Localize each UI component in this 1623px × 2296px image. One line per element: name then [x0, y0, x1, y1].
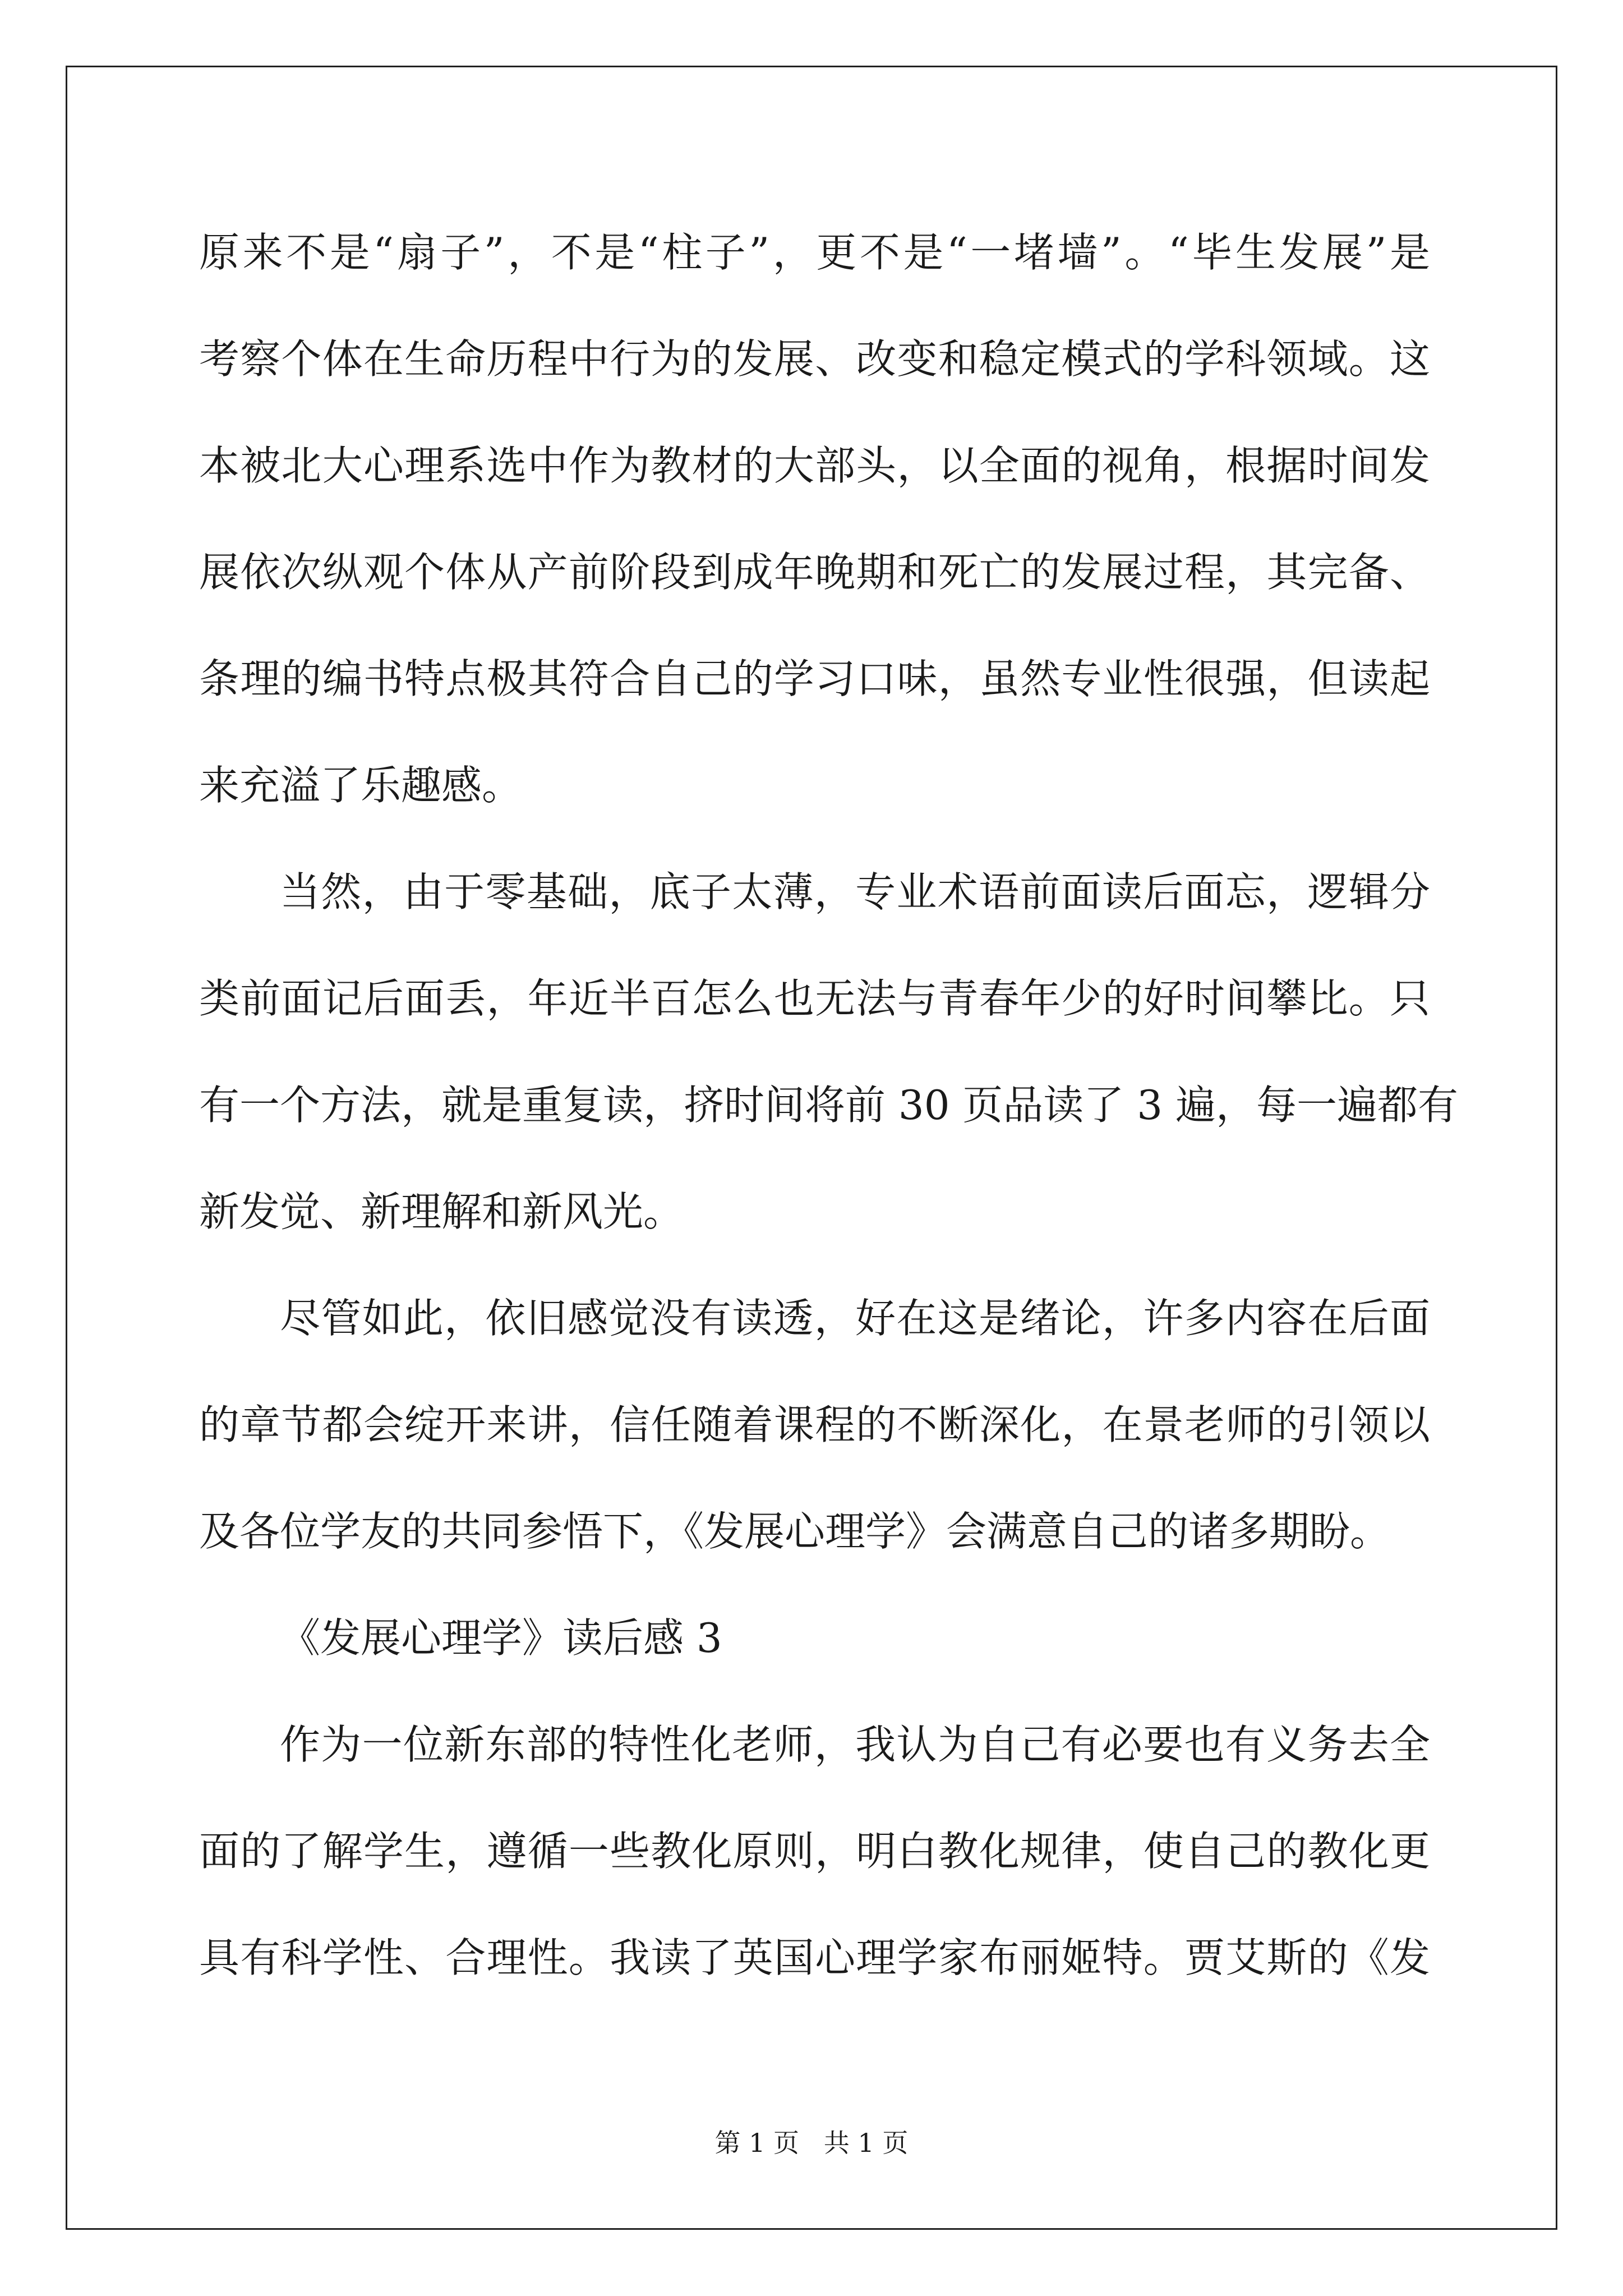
text-line-8: 类前面记后面丢，年近半百怎么也无法与青春年少的好时间攀比。只	[199, 975, 1430, 1022]
text-line-9: 有一个方法，就是重复读，挤时间将前 30 页品读了 3 遍，每一遍都有	[199, 1082, 1458, 1129]
text-line-13: 及各位学友的共同参悟下，《发展心理学》会满意自己的诸多期盼。	[199, 1508, 1391, 1555]
text-line-2: 考察个体在生命历程中行为的发展、改变和稳定模式的学科领域。这	[199, 335, 1430, 383]
text-line-11: 尽管如此，依旧感觉没有读透，好在这是绪论，许多内容在后面	[280, 1295, 1430, 1342]
section-heading: 《发展心理学》读后感 3	[280, 1614, 722, 1662]
text-line-15: 作为一位新东部的特性化老师，我认为自己有必要也有义务去全	[280, 1721, 1430, 1768]
text-line-1: 原来不是“扇子”，不是“柱子”，更不是“一堵墙”。“毕生发展”是	[199, 229, 1430, 276]
text-line-4: 展依次纵观个体从产前阶段到成年晚期和死亡的发展过程，其完备、	[199, 549, 1430, 596]
text-line-5: 条理的编书特点极其符合自己的学习口味，虽然专业性很强，但读起	[199, 655, 1430, 702]
text-line-7: 当然，由于零基础，底子太薄，专业术语前面读后面忘，逻辑分	[280, 868, 1430, 915]
text-line-17: 具有科学性、合理性。我读了英国心理学家布丽姬特。贾艾斯的《发	[199, 1934, 1430, 1981]
text-line-3: 本被北大心理系选中作为教材的大部头，以全面的视角，根据时间发	[199, 442, 1430, 489]
text-line-6: 来充溢了乐趣感。	[199, 762, 523, 809]
page-number-footer: 第 1 页 共 1 页	[714, 2128, 909, 2158]
document-body	[199, 199, 1458, 2011]
text-line-10: 新发觉、新理解和新风光。	[199, 1188, 684, 1235]
text-line-12: 的章节都会绽开来讲，信任随着课程的不断深化，在景老师的引领以	[199, 1401, 1430, 1448]
text-line-16: 面的了解学生，遵循一些教化原则，明白教化规律，使自己的教化更	[199, 1828, 1430, 1875]
